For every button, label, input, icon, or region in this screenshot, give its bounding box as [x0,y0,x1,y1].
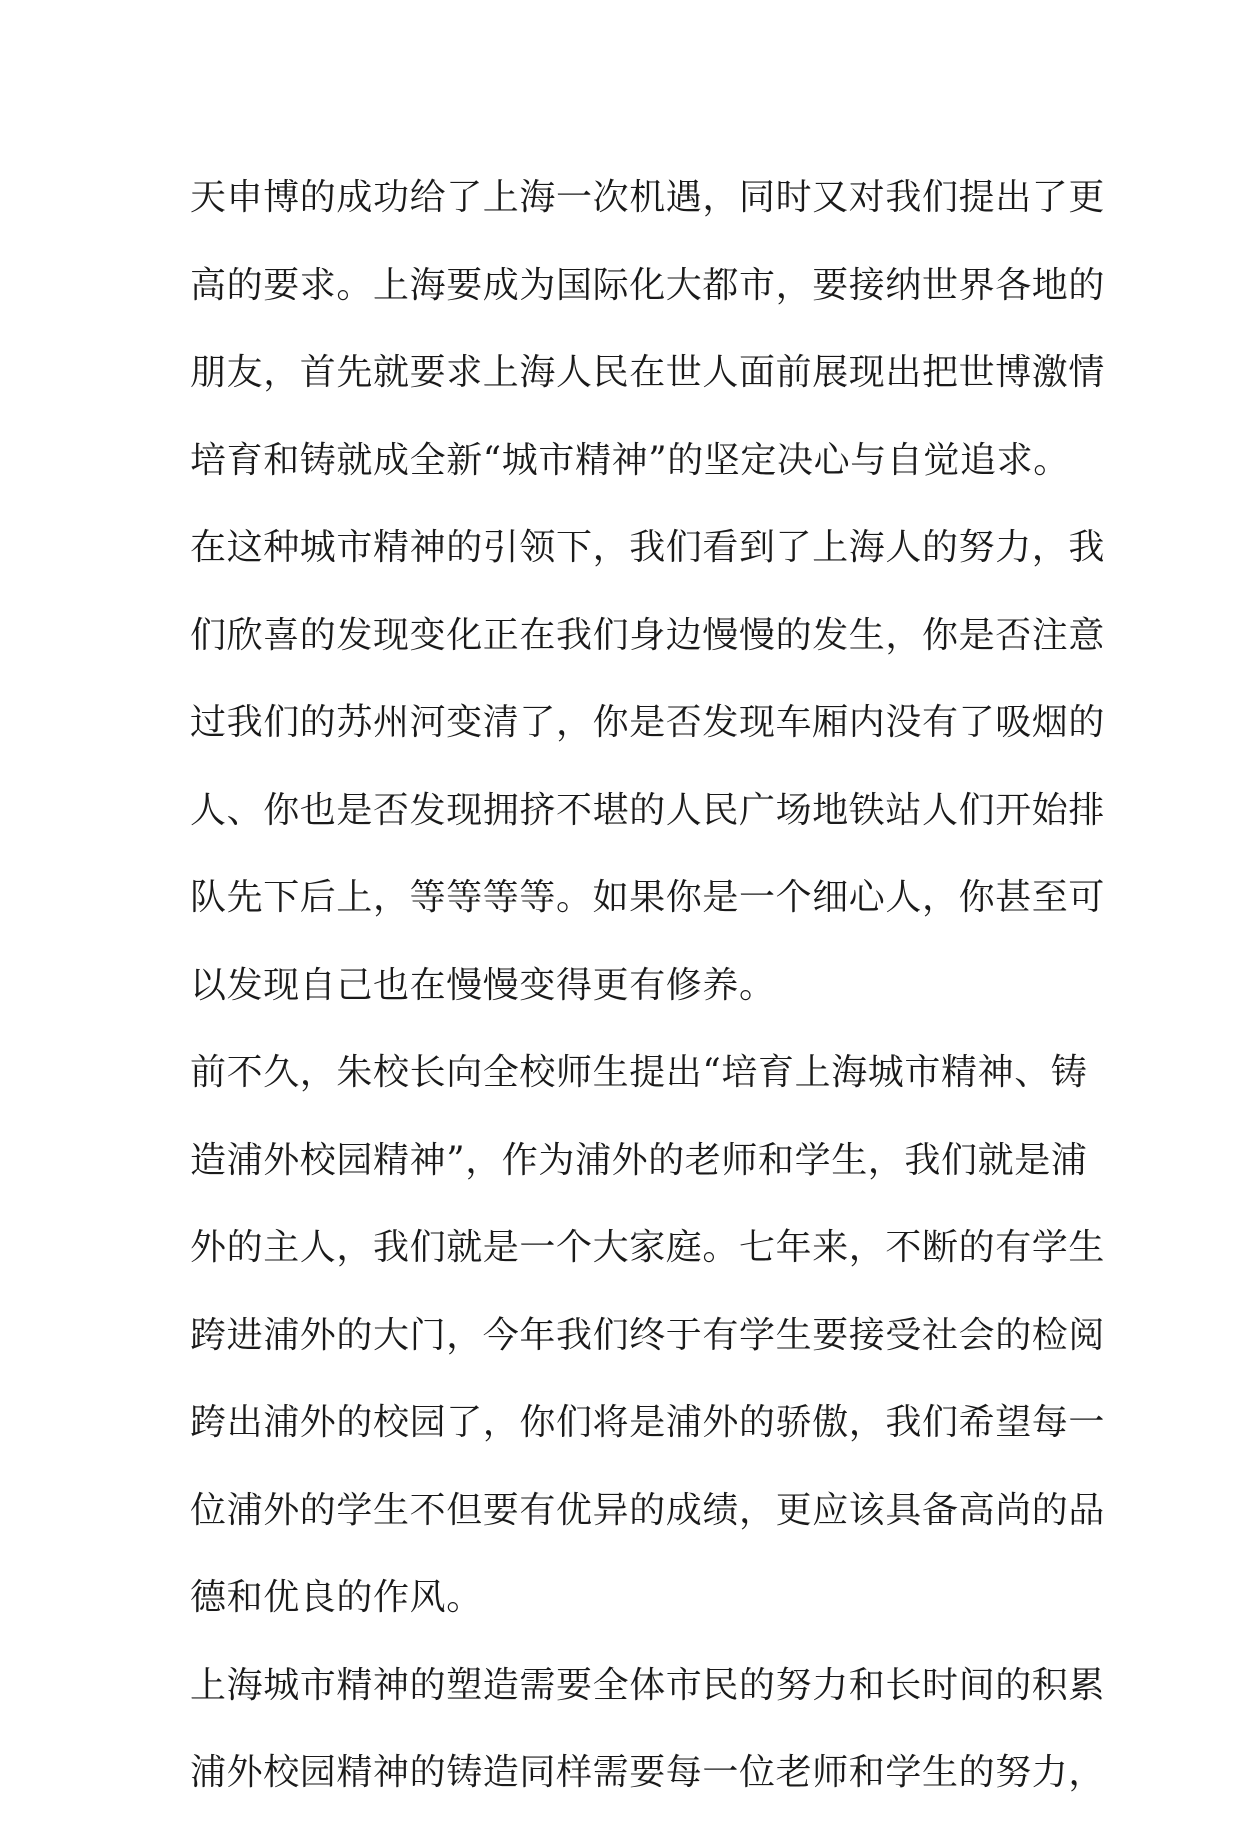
text-line: 造浦外校园精神”，作为浦外的老师和学生，我们就是浦 [190,1139,1088,1181]
text-line: 德和优良的作风。 [190,1577,483,1618]
text-line: 培育和铸就成全新“城市精神”的坚定决心与自觉追求。 [190,439,1070,481]
text-line: 跨出浦外的校园了，你们将是浦外的骄傲，我们希望每一 [190,1402,1106,1443]
text-line: 上海城市精神的塑造需要全体市民的努力和长时间的积累 [190,1664,1106,1706]
text-line: 跨进浦外的大门，今年我们终于有学生要接受社会的检阅 [190,1314,1106,1356]
text-line: 以发现自己也在慢慢变得更有修养。 [190,964,776,1006]
text-line: 天申博的成功给了上海一次机遇，同时又对我们提出了更 [190,177,1106,218]
text-line: 前不久，朱校长向全校师生提出“培育上海城市精神、铸 [190,1052,1088,1093]
text-line: 队先下后上，等等等等。如果你是一个细心人，你甚至可 [190,877,1106,918]
text-line: 过我们的苏州河变清了，你是否发现车厢内没有了吸烟的 [190,702,1106,743]
document-body [190,168,1106,1831]
text-line: 朋友，首先就要求上海人民在世人面前展现出把世博激情 [190,352,1106,393]
text-line: 高的要求。上海要成为国际化大都市，要接纳世界各地的 [190,264,1106,306]
text-line: 外的主人，我们就是一个大家庭。七年来，不断的有学生 [190,1227,1106,1268]
text-line: 们欣喜的发现变化正在我们身边慢慢的发生，你是否注意 [190,614,1106,656]
text-line: 人、你也是否发现拥挤不堪的人民广场地铁站人们开始排 [190,789,1106,831]
text-line: 位浦外的学生不但要有优异的成绩，更应该具备高尚的品 [190,1489,1106,1531]
text-line: 在这种城市精神的引领下，我们看到了上海人的努力，我 [190,527,1106,568]
text-line: 浦外校园精神的铸造同样需要每一位老师和学生的努力， [190,1752,1106,1793]
